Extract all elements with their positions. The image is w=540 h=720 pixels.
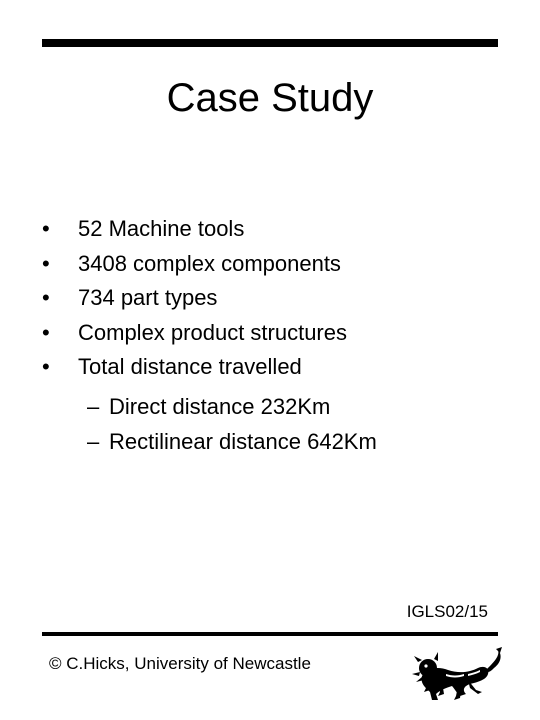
bullet-dot-icon: • (42, 250, 50, 276)
copyright-notice: © C.Hicks, University of Newcastle (49, 654, 311, 673)
bullet-item (42, 212, 347, 247)
bullet-dot-icon: • (42, 285, 50, 310)
sub-bullet-item (87, 425, 377, 460)
bullet-text: 734 part types (78, 285, 218, 310)
slide-reference: IGLS02/15 (406, 602, 488, 621)
bullet-item (42, 316, 347, 351)
bullet-text: 52 Machine tools (78, 216, 245, 241)
bullet-item (42, 350, 347, 385)
dash-icon: – (87, 394, 100, 419)
sub-bullet-list (87, 390, 377, 459)
slide-title: Case Study (166, 76, 374, 120)
bullet-text: 3408 complex components (78, 250, 341, 276)
dash-icon: – (87, 428, 100, 454)
bullet-dot-icon: • (42, 354, 50, 379)
bullet-text: Total distance travelled (78, 354, 302, 379)
bullet-dot-icon: • (42, 319, 50, 345)
bullet-item (42, 281, 347, 316)
bullet-list (42, 212, 347, 385)
sub-bullet-text: Rectilinear distance 642Km (109, 428, 377, 454)
heraldic-lion-logo-icon (408, 646, 504, 710)
bottom-rule (42, 632, 498, 636)
sub-bullet-text: Direct distance 232Km (109, 394, 331, 419)
bullet-text: Complex product structures (78, 319, 347, 345)
bullet-dot-icon: • (42, 216, 50, 241)
bullet-item (42, 247, 347, 282)
top-rule (42, 39, 498, 47)
sub-bullet-item (87, 390, 377, 425)
